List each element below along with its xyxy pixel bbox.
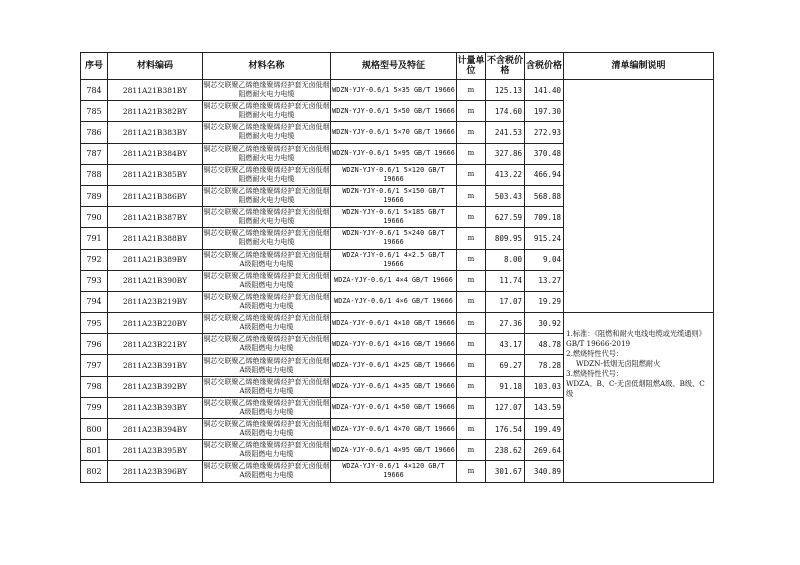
row-price-inc-tax: 30.92 bbox=[525, 313, 564, 334]
header-price-ex-tax: 不含税价 格 bbox=[486, 53, 525, 80]
row-price-ex-tax: 503.43 bbox=[486, 185, 525, 206]
row-material-code: 2811A21B382BY bbox=[108, 101, 203, 122]
row-spec: WDZN-YJY-0.6/1 5×95 GB/T 19666 bbox=[331, 143, 457, 164]
row-material-name: 铜芯交联聚乙烯绝缘聚烯烃护套无卤低烟A级阻燃电力电缆 bbox=[203, 270, 331, 291]
row-unit: m bbox=[457, 185, 486, 206]
row-price-inc-tax: 466.94 bbox=[525, 164, 564, 185]
row-seq: 784 bbox=[81, 80, 108, 101]
row-price-ex-tax: 176.54 bbox=[486, 419, 525, 440]
row-material-name: 铜芯交联聚乙烯绝缘聚烯烃护套无卤低烟阻燃耐火电力电缆 bbox=[203, 101, 331, 122]
row-seq: 791 bbox=[81, 228, 108, 249]
row-price-inc-tax: 568.88 bbox=[525, 185, 564, 206]
row-material-name: 铜芯交联聚乙烯绝缘聚烯烃护套无卤低烟A级阻燃电力电缆 bbox=[203, 397, 331, 418]
row-price-inc-tax: 370.48 bbox=[525, 143, 564, 164]
row-material-code: 2811A23B391BY bbox=[108, 355, 203, 376]
note-line: WDZN-低烟无卤阻燃耐火 bbox=[576, 359, 661, 369]
row-material-name: 铜芯交联聚乙烯绝缘聚烯烃护套无卤低烟A级阻燃电力电缆 bbox=[203, 313, 331, 334]
header-seq: 序号 bbox=[81, 53, 108, 80]
row-price-ex-tax: 413.22 bbox=[486, 164, 525, 185]
row-material-code: 2811A23B220BY bbox=[108, 313, 203, 334]
row-price-inc-tax: 48.78 bbox=[525, 334, 564, 355]
row-price-ex-tax: 174.60 bbox=[486, 101, 525, 122]
row-material-code: 2811A21B390BY bbox=[108, 270, 203, 291]
row-material-name: 铜芯交联聚乙烯绝缘聚烯烃护套无卤低烟阻燃耐火电力电缆 bbox=[203, 185, 331, 206]
row-spec: WDZA-YJY-0.6/1 4×25 GB/T 19666 bbox=[331, 355, 457, 376]
row-price-inc-tax: 9.04 bbox=[525, 249, 564, 270]
row-unit: m bbox=[457, 397, 486, 418]
row-spec: WDZA-YJY-0.6/1 4×50 GB/T 19666 bbox=[331, 397, 457, 418]
row-material-name: 铜芯交联聚乙烯绝缘聚烯烃护套无卤低烟A级阻燃电力电缆 bbox=[203, 461, 331, 482]
row-unit: m bbox=[457, 461, 486, 482]
row-material-name: 铜芯交联聚乙烯绝缘聚烯烃护套无卤低烟A级阻燃电力电缆 bbox=[203, 291, 331, 312]
row-material-code: 2811A21B384BY bbox=[108, 143, 203, 164]
row-seq: 798 bbox=[81, 376, 108, 397]
note-line: 1.标准：《阻燃和耐火电线电缆或光缆通则》GB/T 19666-2019 bbox=[566, 329, 706, 349]
row-price-ex-tax: 17.07 bbox=[486, 291, 525, 312]
row-material-code: 2811A21B383BY bbox=[108, 122, 203, 143]
row-material-code: 2811A21B387BY bbox=[108, 207, 203, 228]
table-row bbox=[81, 80, 714, 101]
row-spec: WDZA-YJY-0.6/1 4×16 GB/T 19666 bbox=[331, 334, 457, 355]
price-list-table bbox=[80, 52, 714, 483]
row-material-name: 铜芯交联聚乙烯绝缘聚烯烃护套无卤低烟A级阻燃电力电缆 bbox=[203, 355, 331, 376]
row-unit: m bbox=[457, 207, 486, 228]
row-material-code: 2811A23B393BY bbox=[108, 397, 203, 418]
row-unit: m bbox=[457, 101, 486, 122]
row-material-name: 铜芯交联聚乙烯绝缘聚烯烃护套无卤低烟阻燃耐火电力电缆 bbox=[203, 80, 331, 101]
row-price-ex-tax: 127.07 bbox=[486, 397, 525, 418]
row-unit: m bbox=[457, 440, 486, 461]
row-price-inc-tax: 915.24 bbox=[525, 228, 564, 249]
row-material-code: 2811A21B385BY bbox=[108, 164, 203, 185]
row-seq: 787 bbox=[81, 143, 108, 164]
table-row bbox=[81, 313, 714, 334]
row-unit: m bbox=[457, 355, 486, 376]
table-header bbox=[81, 53, 714, 80]
row-spec: WDZA-YJY-0.6/1 4×35 GB/T 19666 bbox=[331, 376, 457, 397]
row-spec: WDZA-YJY-0.6/1 4×95 GB/T 19666 bbox=[331, 440, 457, 461]
row-spec: WDZA-YJY-0.6/1 4×2.5 GB/T 19666 bbox=[331, 249, 457, 270]
row-price-ex-tax: 69.27 bbox=[486, 355, 525, 376]
row-material-code: 2811A23B396BY bbox=[108, 461, 203, 482]
row-price-inc-tax: 269.64 bbox=[525, 440, 564, 461]
row-material-name: 铜芯交联聚乙烯绝缘聚烯烃护套无卤低烟A级阻燃电力电缆 bbox=[203, 334, 331, 355]
note-cell bbox=[564, 313, 714, 483]
row-material-code: 2811A21B386BY bbox=[108, 185, 203, 206]
row-spec: WDZA-YJY-0.6/1 4×6 GB/T 19666 bbox=[331, 291, 457, 312]
row-spec: WDZN-YJY-0.6/1 5×240 GB/T 19666 bbox=[331, 228, 457, 249]
row-material-name: 铜芯交联聚乙烯绝缘聚烯烃护套无卤低烟A级阻燃电力电缆 bbox=[203, 440, 331, 461]
row-price-inc-tax: 199.49 bbox=[525, 419, 564, 440]
table-body bbox=[81, 80, 714, 483]
row-spec: WDZA-YJY-0.6/1 4×70 GB/T 19666 bbox=[331, 419, 457, 440]
row-unit: m bbox=[457, 334, 486, 355]
row-seq: 795 bbox=[81, 313, 108, 334]
note-line: 3.燃烧特性代号： bbox=[566, 369, 624, 379]
row-spec: WDZN-YJY-0.6/1 5×150 GB/T 19666 bbox=[331, 185, 457, 206]
row-spec: WDZN-YJY-0.6/1 5×120 GB/T 19666 bbox=[331, 164, 457, 185]
header-code: 材料编码 bbox=[108, 53, 203, 80]
row-price-ex-tax: 125.13 bbox=[486, 80, 525, 101]
row-material-name: 铜芯交联聚乙烯绝缘聚烯烃护套无卤低烟A级阻燃电力电缆 bbox=[203, 376, 331, 397]
row-material-name: 铜芯交联聚乙烯绝缘聚烯烃护套无卤低烟A级阻燃电力电缆 bbox=[203, 419, 331, 440]
row-seq: 793 bbox=[81, 270, 108, 291]
row-unit: m bbox=[457, 313, 486, 334]
row-price-inc-tax: 103.03 bbox=[525, 376, 564, 397]
row-unit: m bbox=[457, 122, 486, 143]
row-price-inc-tax: 19.29 bbox=[525, 291, 564, 312]
row-price-ex-tax: 327.86 bbox=[486, 143, 525, 164]
row-price-inc-tax: 709.18 bbox=[525, 207, 564, 228]
row-seq: 800 bbox=[81, 419, 108, 440]
row-material-name: 铜芯交联聚乙烯绝缘聚烯烃护套无卤低烟阻燃耐火电力电缆 bbox=[203, 228, 331, 249]
row-spec: WDZA-YJY-0.6/1 4×10 GB/T 19666 bbox=[331, 313, 457, 334]
row-material-name: 铜芯交联聚乙烯绝缘聚烯烃护套无卤低烟阻燃耐火电力电缆 bbox=[203, 207, 331, 228]
row-unit: m bbox=[457, 164, 486, 185]
header-note: 清单编制说明 bbox=[564, 53, 714, 80]
row-price-inc-tax: 143.59 bbox=[525, 397, 564, 418]
row-price-inc-tax: 13.27 bbox=[525, 270, 564, 291]
row-price-ex-tax: 43.17 bbox=[486, 334, 525, 355]
row-price-inc-tax: 141.40 bbox=[525, 80, 564, 101]
row-seq: 786 bbox=[81, 122, 108, 143]
row-unit: m bbox=[457, 143, 486, 164]
row-price-ex-tax: 301.67 bbox=[486, 461, 525, 482]
note-line: WDZA、B、C-无卤低烟阻燃A级、B级、C级 bbox=[566, 379, 705, 399]
row-seq: 802 bbox=[81, 461, 108, 482]
row-seq: 794 bbox=[81, 291, 108, 312]
row-price-inc-tax: 78.28 bbox=[525, 355, 564, 376]
row-unit: m bbox=[457, 291, 486, 312]
row-material-name: 铜芯交联聚乙烯绝缘聚烯烃护套无卤低烟阻燃耐火电力电缆 bbox=[203, 143, 331, 164]
row-material-code: 2811A21B381BY bbox=[108, 80, 203, 101]
note-line: 2.燃烧特性代号： bbox=[566, 349, 624, 359]
row-spec: WDZN-YJY-0.6/1 5×70 GB/T 19666 bbox=[331, 122, 457, 143]
row-price-ex-tax: 238.62 bbox=[486, 440, 525, 461]
row-seq: 785 bbox=[81, 101, 108, 122]
row-seq: 801 bbox=[81, 440, 108, 461]
row-material-code: 2811A23B221BY bbox=[108, 334, 203, 355]
header-unit: 计量单位 bbox=[457, 53, 486, 80]
row-material-name: 铜芯交联聚乙烯绝缘聚烯烃护套无卤低烟阻燃耐火电力电缆 bbox=[203, 122, 331, 143]
row-price-ex-tax: 91.18 bbox=[486, 376, 525, 397]
row-price-ex-tax: 11.74 bbox=[486, 270, 525, 291]
row-seq: 799 bbox=[81, 397, 108, 418]
header-price-inc-tax: 含税价格 bbox=[525, 53, 564, 80]
row-seq: 789 bbox=[81, 185, 108, 206]
row-price-inc-tax: 340.89 bbox=[525, 461, 564, 482]
row-spec: WDZN-YJY-0.6/1 5×50 GB/T 19666 bbox=[331, 101, 457, 122]
row-price-inc-tax: 197.30 bbox=[525, 101, 564, 122]
row-spec: WDZN-YJY-0.6/1 5×35 GB/T 19666 bbox=[331, 80, 457, 101]
row-unit: m bbox=[457, 249, 486, 270]
row-material-name: 铜芯交联聚乙烯绝缘聚烯烃护套无卤低烟A级阻燃电力电缆 bbox=[203, 249, 331, 270]
row-price-ex-tax: 27.36 bbox=[486, 313, 525, 334]
row-material-code: 2811A23B219BY bbox=[108, 291, 203, 312]
row-material-name: 铜芯交联聚乙烯绝缘聚烯烃护套无卤低烟阻燃耐火电力电缆 bbox=[203, 164, 331, 185]
row-spec: WDZA-YJY-0.6/1 4×4 GB/T 19666 bbox=[331, 270, 457, 291]
row-unit: m bbox=[457, 376, 486, 397]
row-seq: 792 bbox=[81, 249, 108, 270]
row-price-ex-tax: 627.59 bbox=[486, 207, 525, 228]
row-price-ex-tax: 241.53 bbox=[486, 122, 525, 143]
note-cell-empty bbox=[564, 80, 714, 313]
header-spec: 规格型号及特征 bbox=[331, 53, 457, 80]
header-name: 材料名称 bbox=[203, 53, 331, 80]
row-material-code: 2811A21B389BY bbox=[108, 249, 203, 270]
row-price-ex-tax: 809.95 bbox=[486, 228, 525, 249]
row-spec: WDZN-YJY-0.6/1 5×185 GB/T 19666 bbox=[331, 207, 457, 228]
row-material-code: 2811A23B394BY bbox=[108, 419, 203, 440]
row-unit: m bbox=[457, 228, 486, 249]
row-seq: 796 bbox=[81, 334, 108, 355]
row-material-code: 2811A21B388BY bbox=[108, 228, 203, 249]
row-seq: 797 bbox=[81, 355, 108, 376]
row-material-code: 2811A23B392BY bbox=[108, 376, 203, 397]
row-price-ex-tax: 8.00 bbox=[486, 249, 525, 270]
row-spec: WDZA-YJY-0.6/1 4×120 GB/T 19666 bbox=[331, 461, 457, 482]
row-material-code: 2811A23B395BY bbox=[108, 440, 203, 461]
row-price-inc-tax: 272.93 bbox=[525, 122, 564, 143]
row-unit: m bbox=[457, 80, 486, 101]
row-seq: 790 bbox=[81, 207, 108, 228]
row-unit: m bbox=[457, 419, 486, 440]
row-seq: 788 bbox=[81, 164, 108, 185]
row-unit: m bbox=[457, 270, 486, 291]
